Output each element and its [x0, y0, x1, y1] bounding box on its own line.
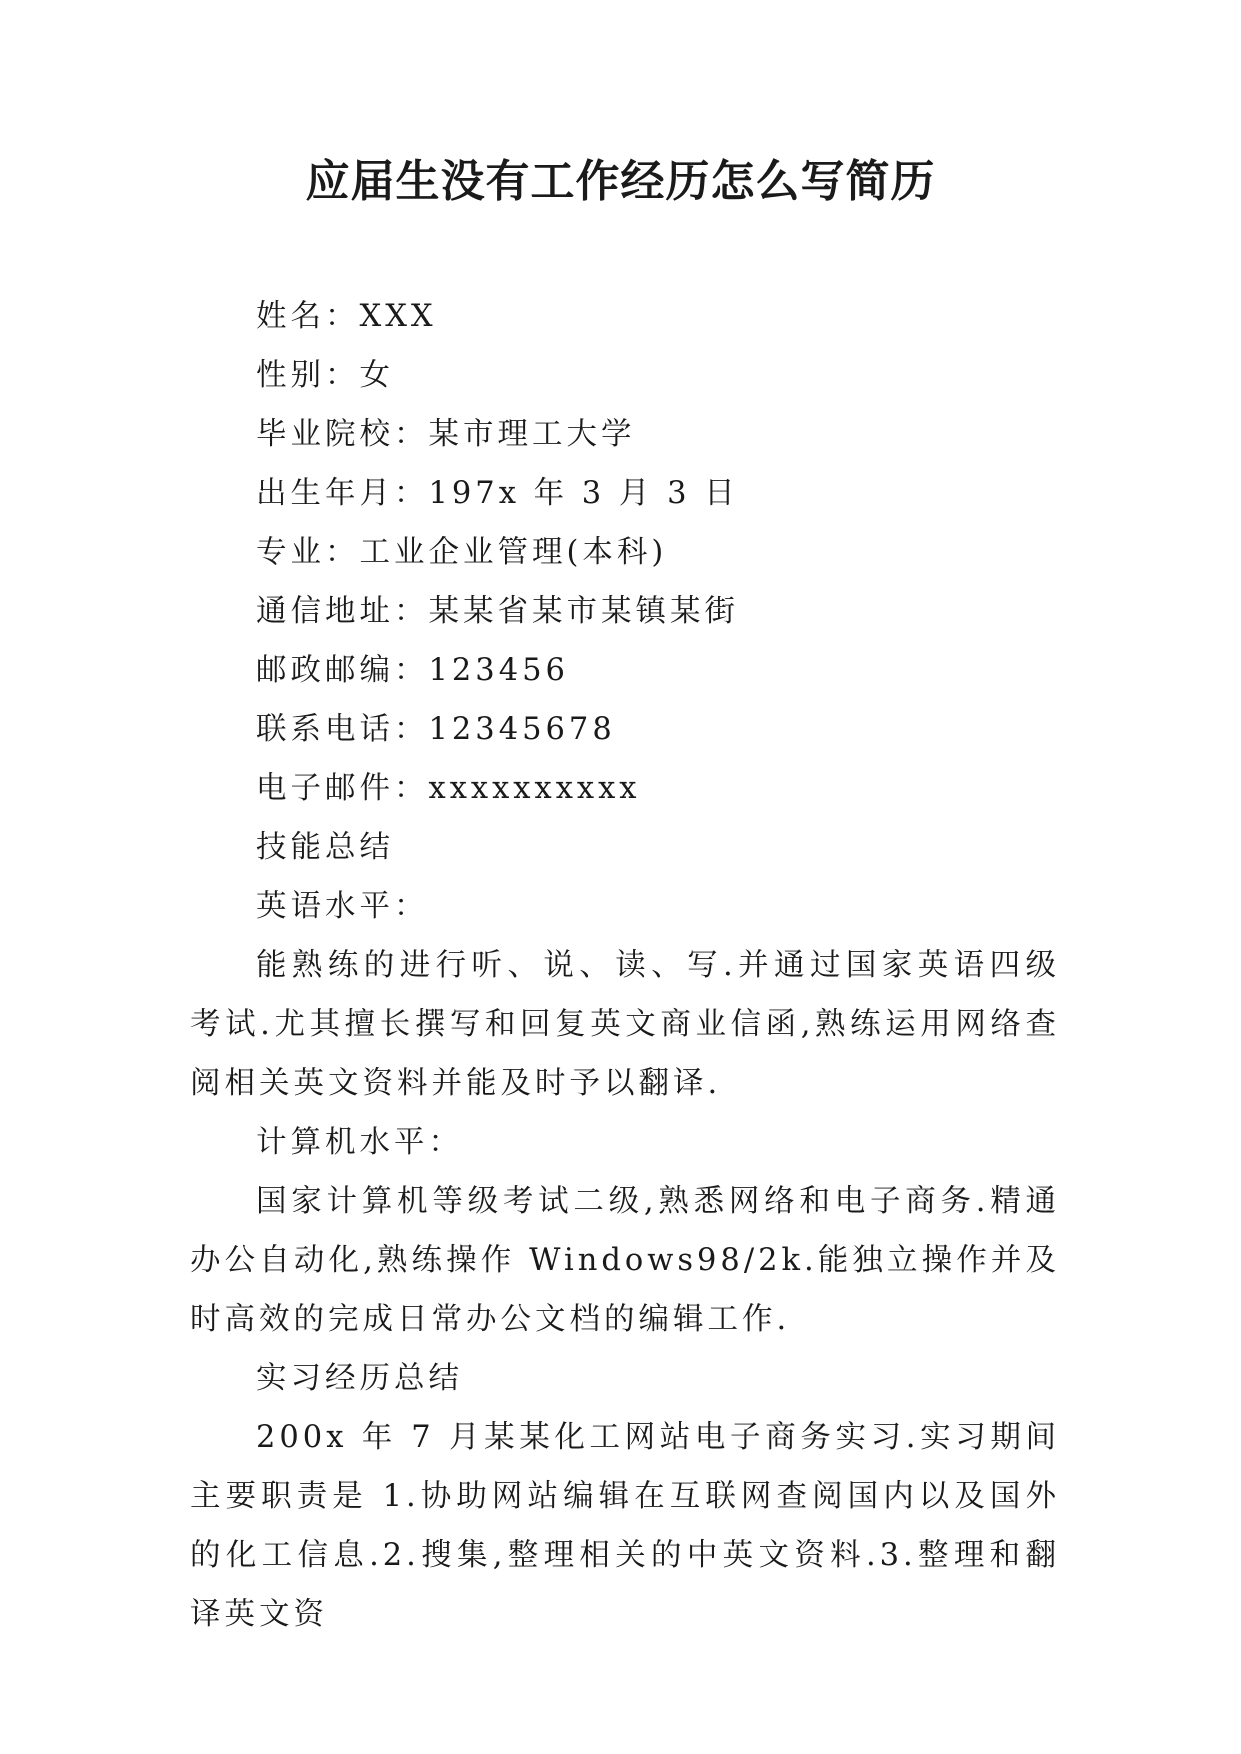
- document-body: [190, 287, 1060, 1644]
- field-email: 电子邮件：xxxxxxxxxx: [256, 771, 641, 806]
- field-major: 专业：工业企业管理(本科): [256, 535, 668, 570]
- field-name: 姓名：XXX: [256, 299, 437, 334]
- field-postcode: 邮政邮编：123456: [256, 653, 569, 688]
- internship-heading: 实习经历总结: [256, 1361, 463, 1396]
- document-title: 应届生没有工作经历怎么写简历: [305, 156, 936, 207]
- field-birthdate: 出生年月：197x 年 3 月 3 日: [256, 476, 739, 511]
- field-school: 毕业院校：某市理工大学: [256, 417, 636, 452]
- computer-paragraph: 国家计算机等级考试二级,熟悉网络和电子商务.精通办公自动化,熟练操作 Windows98/2k.能独立操作并及时高效的完成日常办公文档的编辑工作.: [190, 1184, 1060, 1337]
- internship-paragraph: 200x 年 7 月某某化工网站电子商务实习.实习期间主要职责是 1.协助网站编辑在互联网查阅国内以及国外的化工信息.2.搜集,整理相关的中英文资料.3.整理和翻译英文资: [190, 1420, 1060, 1632]
- field-gender: 性别：女: [256, 358, 394, 393]
- computer-label: 计算机水平：: [256, 1125, 463, 1160]
- field-phone: 联系电话：12345678: [256, 712, 616, 747]
- english-paragraph: 能熟练的进行听、说、读、写.并通过国家英语四级考试.尤其擅长撰写和回复英文商业信函,熟练运用网络查阅相关英文资料并能及时予以翻译.: [190, 948, 1060, 1101]
- english-label: 英语水平：: [256, 889, 429, 924]
- field-address: 通信地址：某某省某市某镇某街: [256, 594, 739, 629]
- skills-heading: 技能总结: [256, 830, 394, 865]
